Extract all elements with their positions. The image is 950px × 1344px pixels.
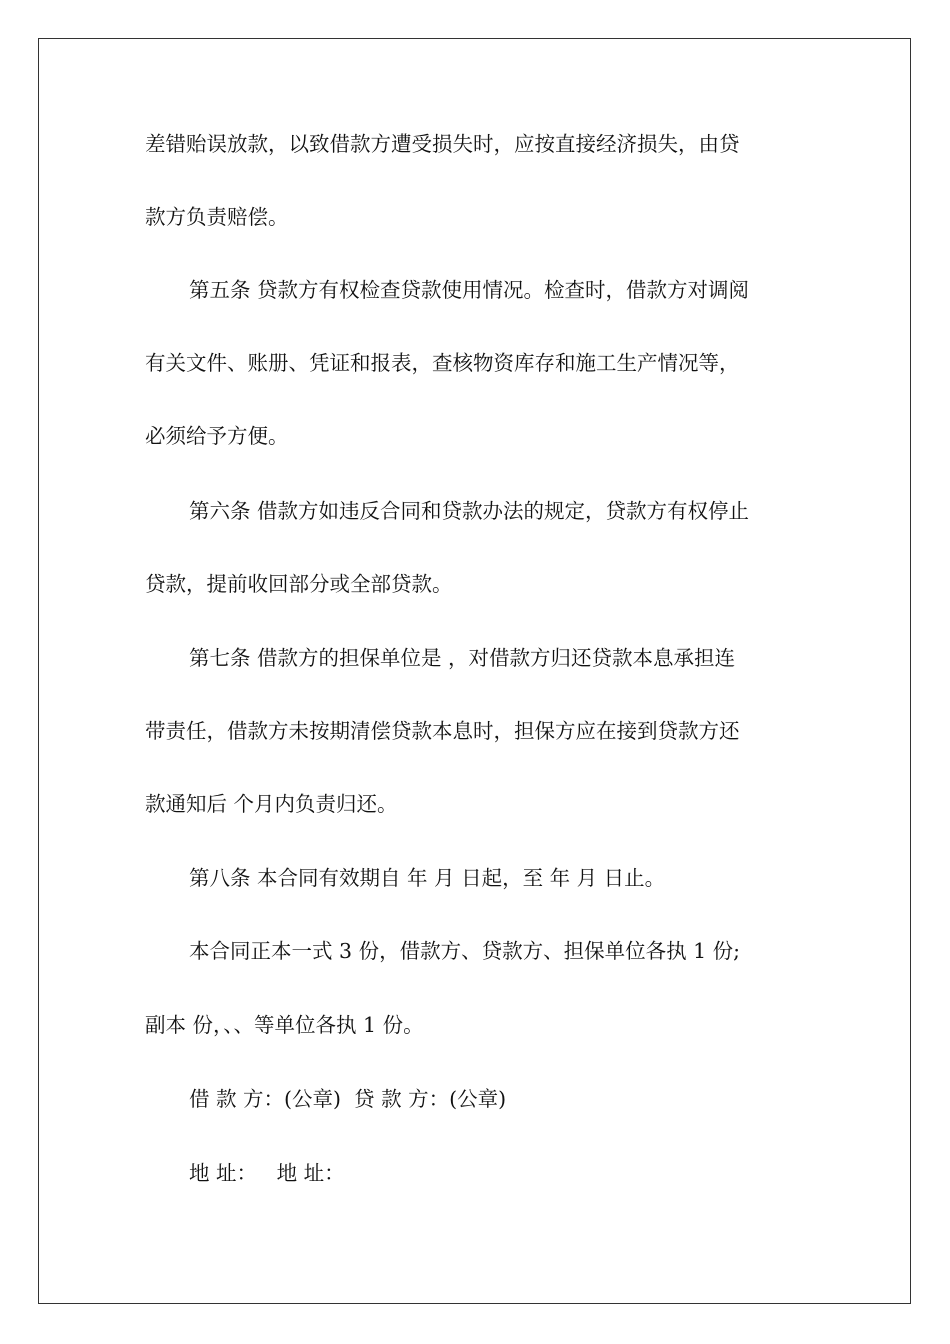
article-5-line-3: 必须给予方便。 <box>145 424 289 448</box>
address-line: 地 址： 地 址： <box>189 1161 345 1185</box>
text-line-1: 差错贻误放款，以致借款方遭受损失时，应按直接经济损失，由贷 <box>145 132 740 156</box>
article-6-line-2: 贷款，提前收回部分或全部贷款。 <box>145 572 453 596</box>
article-5-line-2: 有关文件、账册、凭证和报表，查核物资库存和施工生产情况等， <box>145 351 740 375</box>
article-7-line-1: 第七条 借款方的担保单位是 ，对借款方归还贷款本息承担连 <box>189 646 736 670</box>
article-7-line-3: 款通知后 个月内负责归还。 <box>145 792 398 816</box>
copies-line-1: 本合同正本一式 3 份，借款方、贷款方、担保单位各执 1 份; <box>189 939 741 963</box>
article-6-line-1: 第六条 借款方如违反合同和贷款办法的规定，贷款方有权停止 <box>189 499 750 523</box>
signature-line: 借 款 方：(公章) 贷 款 方：(公章) <box>189 1087 507 1111</box>
article-8-line: 第八条 本合同有效期自 年 月 日起，至 年 月 日止。 <box>189 866 666 890</box>
article-5-line-1: 第五条 贷款方有权检查贷款使用情况。检查时，借款方对调阅 <box>189 278 750 302</box>
copies-line-2: 副本 份，、、等单位各执 1 份。 <box>145 1013 424 1037</box>
article-7-line-2: 带责任，借款方未按期清偿贷款本息时，担保方应在接到贷款方还 <box>145 719 740 743</box>
text-line-2: 款方负责赔偿。 <box>145 205 289 229</box>
